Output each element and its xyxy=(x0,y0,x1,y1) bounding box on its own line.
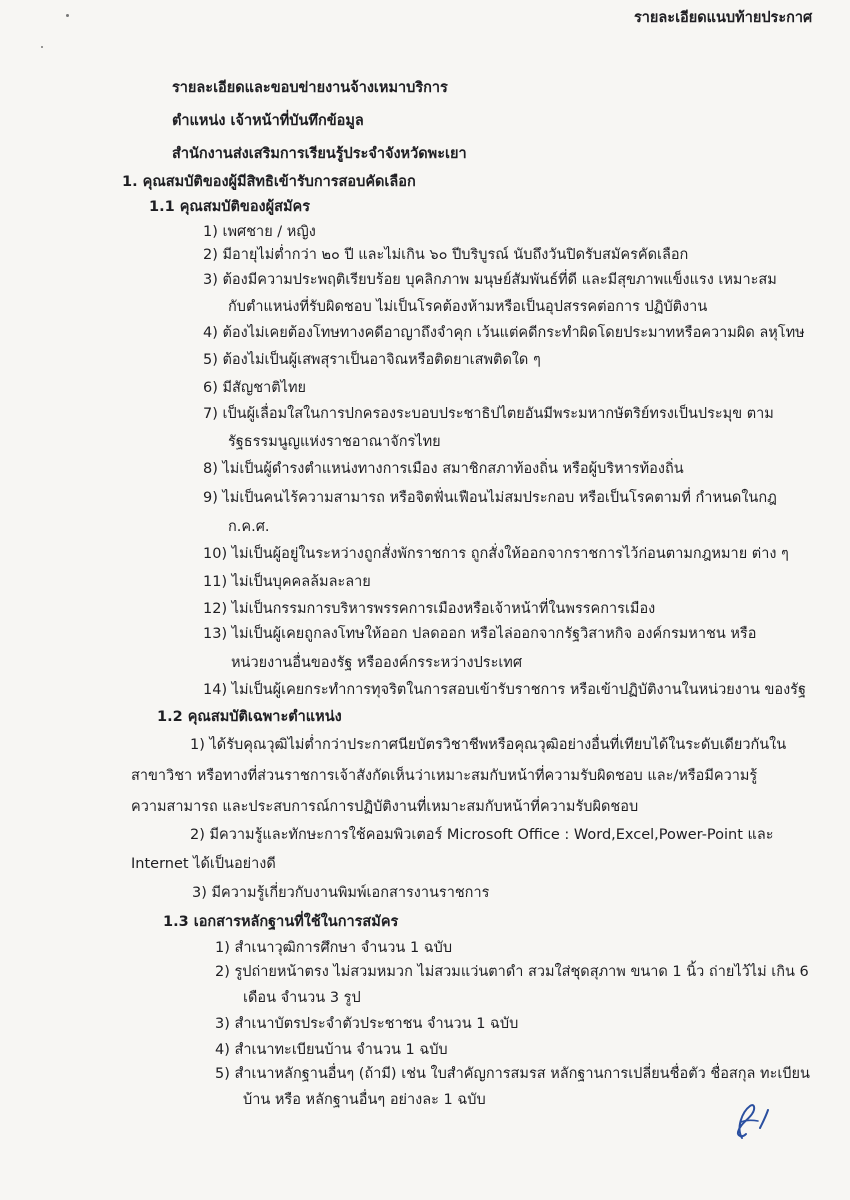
paragraph-line: 3) มีความรู้เกี่ยวกับงานพิมพ์เอกสารงานราชการ xyxy=(192,885,490,901)
list-item: 11) ไม่เป็นบุคคลล้มละลาย xyxy=(203,574,371,590)
list-item: 12) ไม่เป็นกรรมการบริหารพรรคการเมืองหรือเจ้าหน้าที่ในพรรคการเมือง xyxy=(203,601,656,617)
list-item: 9) ไม่เป็นคนไร้ความสามารถ หรือจิตฟั่นเฟือนไม่สมประกอบ หรือเป็นโรคตามที่ กำหนดในกฎ xyxy=(203,490,777,506)
section-1-1-heading: 1.1 คุณสมบัติของผู้สมัคร xyxy=(149,199,311,215)
paragraph-line: 1) ได้รับคุณวุฒิไม่ต่ำกว่าประกาศนียบัตรวิชาชีพหรือคุณวุฒิอย่างอื่นที่เทียบได้ในระดับเดียวกันใน xyxy=(190,737,787,753)
section-1-heading: 1. คุณสมบัติของผู้มีสิทธิเข้ารับการสอบคัดเลือก xyxy=(122,174,416,190)
list-item: 5) สำเนาหลักฐานอื่นๆ (ถ้ามี) เช่น ใบสำคัญการสมรส หลักฐานการเปลี่ยนชื่อตัว ชื่อสกุล ทะเบียน xyxy=(215,1066,810,1082)
header-note: รายละเอียดแนบท้ายประกาศ xyxy=(634,10,813,26)
list-item: 14) ไม่เป็นผู้เคยกระทำการทุจริตในการสอบเข้ารับราชการ หรือเข้าปฏิบัติงานในหน่วยงาน ของรัฐ xyxy=(203,682,806,698)
list-item: 1) เพศชาย / หญิง xyxy=(203,224,316,240)
list-item-continued: รัฐธรรมนูญแห่งราชอาณาจักรไทย xyxy=(228,434,441,450)
scan-speck xyxy=(66,14,69,17)
list-item: 13) ไม่เป็นผู้เคยถูกลงโทษให้ออก ปลดออก หรือไล่ออกจากรัฐวิสาหกิจ องค์กรมหาชน หรือ xyxy=(203,626,757,642)
paragraph-line: 2) มีความรู้และทักษะการใช้คอมพิวเตอร์ Microsoft Office : Word,Excel,Power-Point และ xyxy=(190,827,774,843)
title-line-2: ตำแหน่ง เจ้าหน้าที่บันทึกข้อมูล xyxy=(172,113,364,129)
list-item: 5) ต้องไม่เป็นผู้เสพสุราเป็นอาจิณหรือติดยาเสพติดใด ๆ xyxy=(203,352,541,368)
list-item: 4) ต้องไม่เคยต้องโทษทางคดีอาญาถึงจำคุก เว้นแต่คดีกระทำผิดโดยประมาทหรือความผิด ลหุโทษ xyxy=(203,325,805,341)
list-item: 1) สำเนาวุฒิการศึกษา จำนวน 1 ฉบับ xyxy=(215,940,453,956)
list-item: 10) ไม่เป็นผู้อยู่ในระหว่างถูกสั่งพักราชการ ถูกสั่งให้ออกจากราชการไว้ก่อนตามกฎหมาย ต่าง ๆ xyxy=(203,546,789,562)
title-line-3: สำนักงานส่งเสริมการเรียนรู้ประจำจังหวัดพะเยา xyxy=(172,146,467,162)
list-item: 4) สำเนาทะเบียนบ้าน จำนวน 1 ฉบับ xyxy=(215,1042,448,1058)
list-item: 3) ต้องมีความประพฤติเรียบร้อย บุคลิกภาพ มนุษย์สัมพันธ์ที่ดี และมีสุขภาพแข็งแรง เหมาะสม xyxy=(203,272,777,288)
list-item-continued: เดือน จำนวน 3 รูป xyxy=(243,990,361,1006)
list-item: 8) ไม่เป็นผู้ดำรงตำแหน่งทางการเมือง สมาชิกสภาท้องถิ่น หรือผู้บริหารท้องถิ่น xyxy=(203,461,684,477)
list-item-continued: บ้าน หรือ หลักฐานอื่นๆ อย่างละ 1 ฉบับ xyxy=(243,1092,486,1108)
list-item: 2) รูปถ่ายหน้าตรง ไม่สวมหมวก ไม่สวมแว่นตาดำ สวมใส่ชุดสุภาพ ขนาด 1 นิ้ว ถ่ายไว้ไม่ เกิน 6 xyxy=(215,964,809,980)
section-1-3-heading: 1.3 เอกสารหลักฐานที่ใช้ในการสมัคร xyxy=(163,914,399,930)
list-item: 7) เป็นผู้เลื่อมใสในการปกครองระบอบประชาธิปไตยอันมีพระมหากษัตริย์ทรงเป็นประมุข ตาม xyxy=(203,406,774,422)
scan-speck xyxy=(41,46,43,48)
paragraph-line: ความสามารถ และประสบการณ์การปฏิบัติงานที่เหมาะสมกับหน้าที่ความรับผิดชอบ xyxy=(131,799,639,815)
signature-initials-icon xyxy=(728,1098,780,1144)
list-item: 6) มีสัญชาติไทย xyxy=(203,380,307,396)
list-item-continued: กับตำแหน่งที่รับผิดชอบ ไม่เป็นโรคต้องห้ามหรือเป็นอุปสรรคต่อการ ปฏิบัติงาน xyxy=(228,299,708,315)
list-item: 2) มีอายุไม่ต่ำกว่า ๒๐ ปี และไม่เกิน ๖๐ ปีบริบูรณ์ นับถึงวันปิดรับสมัครคัดเลือก xyxy=(203,247,689,263)
list-item-continued: หน่วยงานอื่นของรัฐ หรือองค์กรระหว่างประเทศ xyxy=(231,655,523,671)
list-item-continued: ก.ค.ศ. xyxy=(228,519,270,535)
title-line-1: รายละเอียดและขอบข่ายงานจ้างเหมาบริการ xyxy=(172,80,448,96)
section-1-2-heading: 1.2 คุณสมบัติเฉพาะตำแหน่ง xyxy=(157,709,342,725)
list-item: 3) สำเนาบัตรประจำตัวประชาชน จำนวน 1 ฉบับ xyxy=(215,1016,519,1032)
paragraph-line: สาขาวิชา หรือทางที่ส่วนราชการเจ้าสังกัดเห็นว่าเหมาะสมกับหน้าที่ความรับผิดชอบ และ/หรือมีความรู้ xyxy=(131,768,758,784)
paragraph-line: Internet ได้เป็นอย่างดี xyxy=(131,856,276,872)
